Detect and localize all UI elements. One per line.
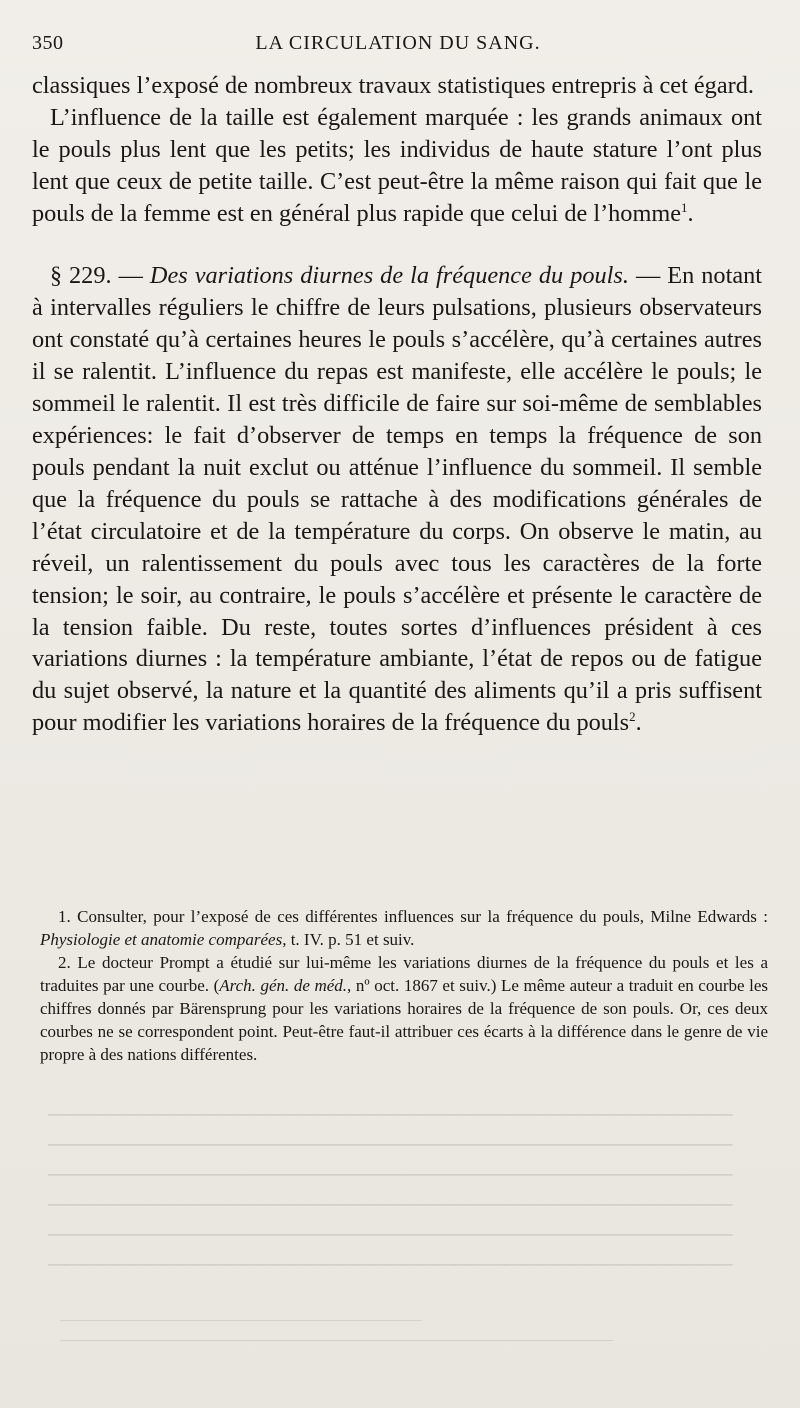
footnote-text: Le docteur Prompt a étudié sur lui-même les variations diurnes de la fréquence du pouls et les a traduites par une courbe. ( — [40, 953, 768, 995]
footnotes — [40, 905, 768, 1066]
footnote-ref-2: 2 — [629, 709, 636, 725]
bleed-through-footnote: ──────────────────────────────────────────────────── ────────────────────────────────── — [60, 1312, 613, 1348]
section-text: — En notant à intervalles réguliers le chiffre de leurs pulsations, plusieurs observateurs ont constaté qu’à certaines heures le pouls s’accélère, qu’à certaines autres il se ralentit. L’influence du repas est manifeste, elle accélère le pouls; le sommeil le ralentit. Il est très difficile de faire sur soi-même de semblables expériences: le fait d’observer de temps en temps la fréquence de son pouls pendant la nuit exclut ou atténue l’influence du sommeil. Il semble que la fréquence du pouls se rattache à des modifications générales de l’état circulatoire et de la température du corps. On observe le matin, au réveil, un ralentissement du pouls avec tous les caractères de la forte tension; le soir, au contraire, le pouls s’accélère et présente le caractère de la tension faible. Du reste, toutes sortes d’influences président à ces variations diurnes : la température ambiante, l’état de repos ou de fatigue du sujet observé, la nature et la quantité des aliments qu’il a pris suffisent pour modifier les variations horaires de la fréquence du pouls — [32, 261, 763, 737]
section-number: 229. — — [69, 261, 143, 289]
paragraph-size-text: L’influence de la taille est également marquée : les grands animaux ont le pouls plus lent que les petits; les individus de haute stature l’ont plus lent que ceux de petite taille. C’est peut-être la même raison qui fait que le pouls de la femme est en général plus rapide que celui de l’homme — [32, 103, 762, 227]
running-head: LA CIRCULATION DU SANG. — [255, 32, 541, 54]
section-229: § 229. — Des variations diurnes de la fréquence du pouls. — En notant à intervalles réguliers le chiffre de leurs pulsations, plusieurs observateurs ont constaté qu’à certaines heures le pouls s’accélère, qu’à certaines autres il se ralentit. L’influence du repas est manifeste, elle accélère le pouls; le sommeil le ralentit. Il est très difficile de faire sur soi-même de semblables expériences: le fait d’observer de temps en temps la fréquence de son pouls pendant la nuit exclut ou atténue l’influence du sommeil. Il semble que la fréquence du pouls se rattache à des modifications générales de l’état circulatoire et de la température du corps. On observe le matin, au réveil, un ralentissement du pouls avec tous les caractères de la forte tension; le soir, au contraire, le pouls s’accélère et présente le caractère de la tension faible. Du reste, toutes sortes d’influences président à ces variations diurnes : la température ambiante, l’état de repos ou de fatigue du sujet observé, la nature et la quantité des aliments qu’il a pris suffisent pour modifier les variations horaires de la fréquence du pouls$^2$. — [32, 261, 763, 737]
footnote-text: Consulter, pour l’exposé de ces différentes influences sur la fréquence du pouls, Milne Edwards : — [77, 907, 769, 926]
footnote-work-title: Arch. gén. de méd., — [219, 976, 352, 995]
bleed-through-text: ────────────────────────────────────────── ────────────────────────────────────────── ────────────────────────────────────────── ────────────────────────────────────────── ────────────────────────────────────────── ────────────────────────────────────────── — [48, 1103, 733, 1278]
page-number: 350 — [32, 32, 64, 54]
footnote-ref-1: 1 — [681, 199, 688, 215]
footnote-2 — [40, 951, 768, 1066]
footnote-number: 2. — [58, 953, 71, 972]
footnote-1 — [40, 905, 768, 951]
paragraph-size: L’influence de la taille est également marquée : les grands animaux ont le pouls plus lent que les petits; les individus de haute stature l’ont plus lent que ceux de petite taille. C’est peut-être la même raison qui fait que le pouls de la femme est en général plus rapide que celui de l’homme$^1$. — [32, 103, 762, 227]
paragraph-continued-text: classiques l’exposé de nombreux travaux statistiques entrepris à cet égard. — [32, 72, 754, 99]
main-text — [32, 70, 762, 739]
page-header — [32, 32, 764, 60]
footnote-text: nº oct. 1867 et suiv.) Le même auteur a traduit en courbe les chiffres donnés par Bärensprung pour les variations horaires de la fréquence de son pouls. Or, ces deux courbes ne se correspondent point. Peut-être faut-il attribuer ces écarts à la différence dans le genre de vie propre à des nations différentes. — [40, 976, 769, 1064]
paragraph-continued — [32, 70, 762, 102]
section-symbol: § — [50, 262, 62, 289]
footnote-number: 1. — [58, 907, 71, 926]
footnote-work-title: Physiologie et anatomie comparées, — [40, 930, 287, 949]
footnote-text: t. IV. p. 51 et suiv. — [290, 930, 415, 949]
section-title: Des variations diurnes de la fréquence du pouls. — [149, 261, 629, 289]
